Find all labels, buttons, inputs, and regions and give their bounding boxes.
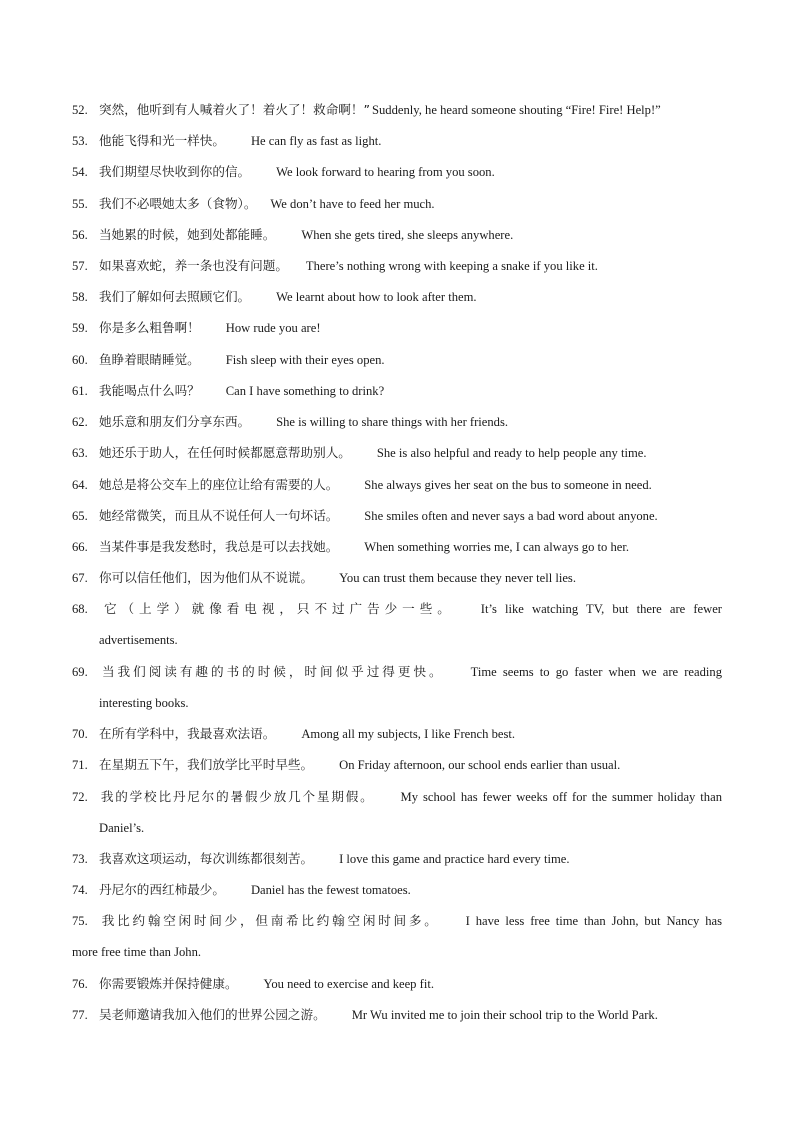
chinese-sentence: 在星期五下午，我们放学比平时早些。 xyxy=(99,757,314,772)
item-number: 65. xyxy=(72,509,88,523)
chinese-sentence: 当我们阅读有趣的书的时候，时间似乎过得更快。 xyxy=(99,664,445,679)
english-sentence: She is also helpful and ready to help people any time. xyxy=(376,446,647,460)
list-item xyxy=(72,500,722,532)
chinese-sentence: 我们不必喂她太多（食物）。 xyxy=(99,196,257,211)
chinese-sentence: 你需要锻炼并保持健康。 xyxy=(99,976,238,991)
item-number: 71. xyxy=(72,758,88,772)
item-number: 64. xyxy=(72,478,88,492)
list-item xyxy=(72,999,722,1031)
english-sentence: I love this game and practice hard every time. xyxy=(339,852,570,866)
item-number: 58. xyxy=(72,290,88,304)
item-number: 69. xyxy=(72,665,88,679)
list-item xyxy=(72,94,722,126)
item-number: 59. xyxy=(72,321,88,335)
chinese-sentence: 如果喜欢蛇，养一条也没有问题。 xyxy=(99,258,288,273)
english-sentence-continued: more free time than John. xyxy=(72,945,202,959)
list-item xyxy=(72,437,722,469)
chinese-sentence: 突然，他听到有人喊着火了！着火了！救命啊！” xyxy=(99,102,370,117)
item-number: 68. xyxy=(72,602,88,616)
english-sentence: It’s like watching TV, but there are fewer xyxy=(480,602,722,616)
chinese-sentence: 我们了解如何去照顾它们。 xyxy=(99,289,251,304)
item-number: 57. xyxy=(72,259,88,273)
list-item xyxy=(72,219,722,251)
chinese-sentence: 当她累的时候，她到处都能睡。 xyxy=(99,227,276,242)
english-sentence: When something worries me, I can always go to her. xyxy=(364,540,630,554)
chinese-sentence: 她总是将公交车上的座位让给有需要的人。 xyxy=(99,477,339,492)
list-item xyxy=(72,375,722,407)
chinese-sentence: 我喜欢这项运动，每次训练都很刻苦。 xyxy=(99,851,314,866)
list-item xyxy=(72,250,722,282)
english-sentence: I have less free time than John, but Nancy has xyxy=(465,914,723,928)
english-sentence-continued: interesting books. xyxy=(99,696,189,710)
item-number: 66. xyxy=(72,540,88,554)
list-item xyxy=(72,781,722,844)
english-sentence: She is willing to share things with her friends. xyxy=(276,415,509,429)
english-sentence: Among all my subjects, I like French best. xyxy=(301,727,516,741)
chinese-sentence: 我们期望尽快收到你的信。 xyxy=(99,164,251,179)
list-item xyxy=(72,469,722,501)
item-number: 67. xyxy=(72,571,88,585)
list-item xyxy=(72,188,722,220)
list-item xyxy=(72,312,722,344)
english-sentence: We look forward to hearing from you soon. xyxy=(276,165,495,179)
chinese-sentence: 在所有学科中，我最喜欢法语。 xyxy=(99,726,276,741)
chinese-sentence: 当某件事是我发愁时，我总是可以去找她。 xyxy=(99,539,339,554)
chinese-sentence: 鱼睁着眼睛睡觉。 xyxy=(99,352,200,367)
item-number: 62. xyxy=(72,415,88,429)
list-item xyxy=(72,531,722,563)
english-sentence: You need to exercise and keep fit. xyxy=(263,977,434,991)
chinese-sentence: 她还乐于助人，在任何时候都愿意帮助别人。 xyxy=(99,445,351,460)
english-sentence: There’s nothing wrong with keeping a snake if you like it. xyxy=(305,259,598,273)
chinese-sentence: 丹尼尔的西红柿最少。 xyxy=(99,882,225,897)
list-item xyxy=(72,968,722,1000)
chinese-sentence: 我能喝点什么吗？ xyxy=(99,383,200,398)
english-sentence: Fish sleep with their eyes open. xyxy=(225,353,385,367)
english-sentence: You can trust them because they never tell lies. xyxy=(339,571,576,585)
english-sentence: When she gets tired, she sleeps anywhere. xyxy=(301,228,514,242)
chinese-sentence: 她经常微笑，而且从不说任何人一句坏话。 xyxy=(99,508,339,523)
english-sentence: Time seems to go faster when we are reading xyxy=(470,665,723,679)
english-sentence: She smiles often and never says a bad word about anyone. xyxy=(364,509,658,523)
item-number: 75. xyxy=(72,914,88,928)
english-sentence: She always gives her seat on the bus to someone in need. xyxy=(364,478,652,492)
chinese-sentence: 它（上学）就像看电视，只不过广告少一些。 xyxy=(99,601,455,616)
list-item xyxy=(72,718,722,750)
list-item xyxy=(72,562,722,594)
english-sentence: On Friday afternoon, our school ends earlier than usual. xyxy=(339,758,621,772)
english-sentence: My school has fewer weeks off for the summer holiday than xyxy=(400,790,722,804)
english-sentence: Mr Wu invited me to join their school trip to the World Park. xyxy=(351,1008,658,1022)
english-sentence: He can fly as fast as light. xyxy=(250,134,382,148)
list-item xyxy=(72,125,722,157)
item-number: 77. xyxy=(72,1008,88,1022)
item-number: 70. xyxy=(72,727,88,741)
item-number: 52. xyxy=(72,103,88,117)
list-item xyxy=(72,281,722,313)
chinese-sentence: 我比约翰空闲时间少，但南希比约翰空闲时间多。 xyxy=(99,913,440,928)
item-number: 73. xyxy=(72,852,88,866)
english-sentence: Can I have something to drink? xyxy=(225,384,385,398)
item-number: 76. xyxy=(72,977,88,991)
list-item xyxy=(72,749,722,781)
english-sentence: Suddenly, he heard someone shouting “Fire! Fire! Help!” xyxy=(372,103,661,117)
list-item xyxy=(72,156,722,188)
list-item xyxy=(72,843,722,875)
list-item xyxy=(72,593,722,656)
item-number: 60. xyxy=(72,353,88,367)
list-item xyxy=(72,656,722,719)
english-sentence-continued: Daniel’s. xyxy=(99,821,145,835)
item-number: 63. xyxy=(72,446,88,460)
list-item xyxy=(72,406,722,438)
item-number: 74. xyxy=(72,883,88,897)
list-item xyxy=(72,874,722,906)
english-sentence-continued: advertisements. xyxy=(99,633,178,647)
list-item xyxy=(72,905,722,968)
chinese-sentence: 吴老师邀请我加入他们的世界公园之游。 xyxy=(99,1007,326,1022)
chinese-sentence: 你可以信任他们，因为他们从不说谎。 xyxy=(99,570,314,585)
item-number: 55. xyxy=(72,197,88,211)
english-sentence: Daniel has the fewest tomatoes. xyxy=(250,883,411,897)
chinese-sentence: 我的学校比丹尼尔的暑假少放几个星期假。 xyxy=(99,789,375,804)
chinese-sentence: 他能飞得和光一样快。 xyxy=(99,133,225,148)
item-number: 54. xyxy=(72,165,88,179)
english-sentence: We don’t have to feed her much. xyxy=(270,197,435,211)
english-sentence: How rude you are! xyxy=(225,321,321,335)
item-number: 61. xyxy=(72,384,88,398)
item-number: 72. xyxy=(72,790,88,804)
item-number: 56. xyxy=(72,228,88,242)
chinese-sentence: 你是多么粗鲁啊！ xyxy=(99,320,200,335)
list-item xyxy=(72,344,722,376)
chinese-sentence: 她乐意和朋友们分享东西。 xyxy=(99,414,251,429)
english-sentence: We learnt about how to look after them. xyxy=(276,290,477,304)
item-number: 53. xyxy=(72,134,88,148)
